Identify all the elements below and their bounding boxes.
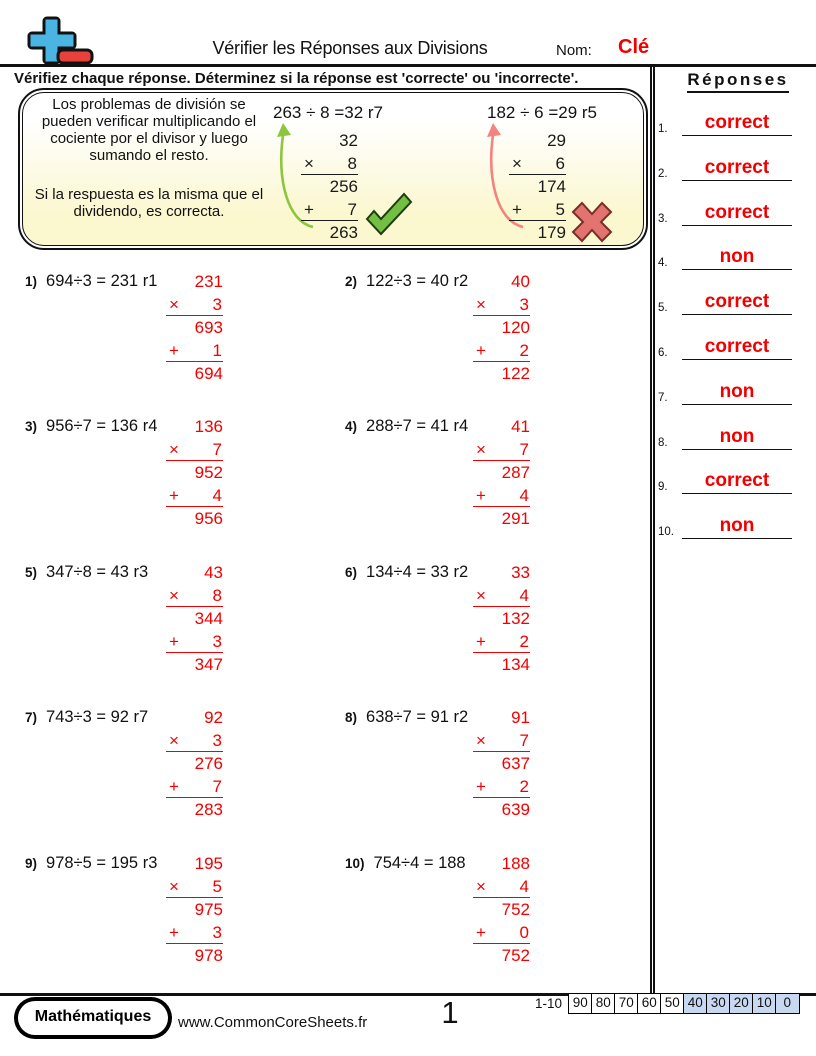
verification-work bbox=[166, 706, 223, 821]
x-icon bbox=[566, 197, 618, 246]
work-divisor: 3 bbox=[212, 731, 222, 750]
work-quotient: 91 bbox=[511, 708, 530, 727]
times-icon: × bbox=[169, 731, 179, 750]
times-icon: × bbox=[169, 586, 179, 605]
work-quotient: 40 bbox=[511, 272, 530, 291]
score-cell: 80 bbox=[591, 993, 616, 1014]
times-icon: × bbox=[304, 154, 314, 173]
answer-value: correct bbox=[682, 290, 792, 315]
problem-number: 8) bbox=[345, 710, 358, 725]
work-remainder: 7 bbox=[212, 777, 222, 796]
problem-equation: 288÷7 = 41 r4 bbox=[366, 417, 469, 435]
problem-equation: 743÷3 = 92 r7 bbox=[46, 708, 149, 726]
verification-work bbox=[473, 706, 530, 821]
work-remainder: 5 bbox=[555, 200, 565, 219]
problem-equation: 638÷7 = 91 r2 bbox=[366, 708, 469, 726]
plus-icon: + bbox=[476, 486, 486, 505]
times-icon: × bbox=[476, 586, 486, 605]
work-quotient: 33 bbox=[511, 563, 530, 582]
work-product: 952 bbox=[194, 463, 223, 482]
work-total: 179 bbox=[537, 223, 566, 242]
times-icon: × bbox=[476, 440, 486, 459]
problem-number: 3) bbox=[25, 419, 38, 434]
work-multiply-row bbox=[473, 875, 530, 898]
answer-value: correct bbox=[682, 335, 792, 360]
work-quotient: 188 bbox=[501, 854, 530, 873]
work-divisor: 3 bbox=[212, 295, 222, 314]
problem-equation: 134÷4 = 33 r2 bbox=[366, 563, 469, 581]
problem-number: 2) bbox=[345, 274, 358, 289]
work-quotient: 41 bbox=[511, 417, 530, 436]
work-add-row bbox=[166, 630, 223, 653]
work-remainder: 2 bbox=[519, 632, 529, 651]
work-add-row bbox=[473, 630, 530, 653]
times-icon: × bbox=[169, 440, 179, 459]
verification-work bbox=[473, 415, 530, 530]
work-remainder: 1 bbox=[212, 341, 222, 360]
problem-5 bbox=[25, 561, 337, 695]
work-remainder: 0 bbox=[519, 923, 529, 942]
work-divisor: 7 bbox=[519, 440, 529, 459]
problem-2 bbox=[345, 270, 657, 404]
plus-minus-logo-icon bbox=[16, 12, 98, 71]
work-product: 693 bbox=[194, 318, 223, 337]
work-product: 975 bbox=[194, 900, 223, 919]
answer-slot-7 bbox=[654, 379, 814, 405]
times-icon: × bbox=[512, 154, 522, 173]
problem-equation: 754÷4 = 188 bbox=[373, 854, 466, 872]
answer-number: 8. bbox=[658, 437, 668, 449]
work-remainder: 3 bbox=[212, 923, 222, 942]
answer-number: 9. bbox=[658, 481, 668, 493]
answer-slot-2 bbox=[654, 155, 814, 181]
answer-value: correct bbox=[682, 111, 792, 136]
work-product: 174 bbox=[537, 177, 566, 196]
work-total: 956 bbox=[194, 509, 223, 528]
answer-slot-4 bbox=[654, 244, 814, 270]
work-multiply-row bbox=[301, 152, 358, 175]
answer-slot-3 bbox=[654, 200, 814, 226]
work-divisor: 4 bbox=[519, 586, 529, 605]
work-multiply-row bbox=[473, 438, 530, 461]
work-multiply-row bbox=[473, 293, 530, 316]
problem-number: 7) bbox=[25, 710, 38, 725]
brand-label: Mathématiques bbox=[18, 1001, 168, 1035]
website-link[interactable]: www.CommonCoreSheets.fr bbox=[178, 1014, 368, 1031]
problem-equation: 347÷8 = 43 r3 bbox=[46, 563, 149, 581]
work-add-row bbox=[473, 339, 530, 362]
problem-3 bbox=[25, 415, 337, 549]
work-divisor: 8 bbox=[347, 154, 357, 173]
plus-icon: + bbox=[169, 923, 179, 942]
times-icon: × bbox=[169, 877, 179, 896]
problem-number: 10) bbox=[345, 856, 365, 871]
example-equation-2: 182 ÷ 6 =29 r5 bbox=[487, 103, 597, 122]
score-range-label: 1-10 bbox=[534, 996, 562, 1011]
work-total: 347 bbox=[194, 655, 223, 674]
example-equation-1: 263 ÷ 8 =32 r7 bbox=[273, 103, 383, 122]
explanation-paragraph-2: Si la respuesta es la misma que el dividendo, es correcta. bbox=[34, 186, 264, 220]
work-add-row bbox=[473, 921, 530, 944]
score-cell: 10 bbox=[752, 993, 777, 1014]
work-multiply-row bbox=[166, 293, 223, 316]
problem-7 bbox=[25, 706, 337, 840]
answer-number: 2. bbox=[658, 168, 668, 180]
work-remainder: 3 bbox=[212, 632, 222, 651]
work-remainder: 2 bbox=[519, 341, 529, 360]
plus-icon: + bbox=[169, 777, 179, 796]
explanation-paragraph-1: Los problemas de división se pueden verificar multiplicando el cociente por el divisor y luego sumando el resto. bbox=[41, 96, 257, 164]
work-multiply-row bbox=[509, 152, 566, 175]
example-explanation bbox=[27, 96, 271, 220]
work-total: 134 bbox=[501, 655, 530, 674]
plus-icon: + bbox=[304, 200, 314, 219]
problem-number: 9) bbox=[25, 856, 38, 871]
work-add-row bbox=[509, 198, 566, 221]
work-quotient: 92 bbox=[204, 708, 223, 727]
score-cell: 30 bbox=[706, 993, 731, 1014]
answer-slot-8 bbox=[654, 424, 814, 450]
page-number: 1 bbox=[441, 995, 459, 1030]
problem-number: 4) bbox=[345, 419, 358, 434]
answer-value: non bbox=[682, 514, 792, 539]
work-multiply-row bbox=[166, 438, 223, 461]
problem-4 bbox=[345, 415, 657, 549]
verification-work bbox=[473, 852, 530, 967]
work-divisor: 6 bbox=[555, 154, 565, 173]
work-remainder: 4 bbox=[212, 486, 222, 505]
work-remainder: 4 bbox=[519, 486, 529, 505]
work-add-row bbox=[301, 198, 358, 221]
work-total: 291 bbox=[501, 509, 530, 528]
work-add-row bbox=[473, 775, 530, 798]
instruction-text: Vérifiez chaque réponse. Déterminez si la réponse est 'correcte' ou 'incorrecte'. bbox=[14, 70, 579, 87]
work-multiply-row bbox=[166, 584, 223, 607]
answer-value: correct bbox=[682, 156, 792, 181]
answer-value: correct bbox=[682, 201, 792, 226]
work-divisor: 7 bbox=[519, 731, 529, 750]
work-quotient: 29 bbox=[547, 131, 566, 150]
work-total: 639 bbox=[501, 800, 530, 819]
answer-value: non bbox=[682, 245, 792, 270]
times-icon: × bbox=[476, 877, 486, 896]
work-add-row bbox=[473, 484, 530, 507]
header-divider bbox=[0, 64, 816, 67]
work-divisor: 5 bbox=[212, 877, 222, 896]
times-icon: × bbox=[169, 295, 179, 314]
verification-work bbox=[473, 270, 530, 385]
work-total: 283 bbox=[194, 800, 223, 819]
answer-number: 1. bbox=[658, 123, 668, 135]
page-title: Vérifier les Réponses aux Divisions bbox=[212, 38, 488, 58]
answer-slot-6 bbox=[654, 334, 814, 360]
work-multiply-row bbox=[473, 729, 530, 752]
answers-title: Réponses bbox=[660, 70, 816, 93]
answer-value: non bbox=[682, 380, 792, 405]
work-product: 276 bbox=[194, 754, 223, 773]
score-table bbox=[568, 993, 800, 1014]
example-box-inner bbox=[22, 92, 644, 246]
work-add-row bbox=[166, 339, 223, 362]
work-multiply-row bbox=[166, 875, 223, 898]
work-product: 120 bbox=[501, 318, 530, 337]
verification-work bbox=[166, 415, 223, 530]
times-icon: × bbox=[476, 295, 486, 314]
example-work-2 bbox=[509, 129, 566, 244]
work-total: 752 bbox=[501, 946, 530, 965]
brand-badge bbox=[14, 997, 172, 1039]
work-product: 752 bbox=[501, 900, 530, 919]
answer-number: 7. bbox=[658, 392, 668, 404]
work-add-row bbox=[166, 484, 223, 507]
problem-equation: 694÷3 = 231 r1 bbox=[46, 272, 158, 290]
plus-icon: + bbox=[476, 923, 486, 942]
work-product: 287 bbox=[501, 463, 530, 482]
work-add-row bbox=[166, 775, 223, 798]
score-cell: 70 bbox=[614, 993, 639, 1014]
score-cell: 50 bbox=[660, 993, 685, 1014]
plus-icon: + bbox=[476, 341, 486, 360]
answer-value: correct bbox=[682, 469, 792, 494]
plus-icon: + bbox=[169, 341, 179, 360]
work-total: 263 bbox=[329, 223, 358, 242]
work-multiply-row bbox=[473, 584, 530, 607]
answer-number: 10. bbox=[658, 526, 674, 538]
plus-icon: + bbox=[169, 632, 179, 651]
work-divisor: 8 bbox=[212, 586, 222, 605]
work-multiply-row bbox=[166, 729, 223, 752]
work-quotient: 43 bbox=[204, 563, 223, 582]
verification-work bbox=[166, 561, 223, 676]
answer-slot-1 bbox=[654, 110, 814, 136]
check-icon bbox=[363, 191, 413, 237]
example-work-1 bbox=[301, 129, 358, 244]
problem-10 bbox=[345, 852, 657, 986]
score-cell: 90 bbox=[568, 993, 593, 1014]
plus-icon: + bbox=[512, 200, 522, 219]
work-divisor: 7 bbox=[212, 440, 222, 459]
answer-number: 3. bbox=[658, 213, 668, 225]
times-icon: × bbox=[476, 731, 486, 750]
problem-equation: 956÷7 = 136 r4 bbox=[46, 417, 158, 435]
name-label: Nom: bbox=[556, 42, 592, 59]
work-product: 132 bbox=[501, 609, 530, 628]
work-quotient: 136 bbox=[194, 417, 223, 436]
problem-number: 6) bbox=[345, 565, 358, 580]
problem-9 bbox=[25, 852, 337, 986]
verification-work bbox=[473, 561, 530, 676]
answer-slot-9 bbox=[654, 468, 814, 494]
work-divisor: 4 bbox=[519, 877, 529, 896]
problem-number: 5) bbox=[25, 565, 38, 580]
problem-8 bbox=[345, 706, 657, 840]
answer-number: 6. bbox=[658, 347, 668, 359]
work-total: 978 bbox=[194, 946, 223, 965]
score-cell: 20 bbox=[729, 993, 754, 1014]
plus-icon: + bbox=[169, 486, 179, 505]
answer-slot-5 bbox=[654, 289, 814, 315]
problem-number: 1) bbox=[25, 274, 38, 289]
score-cell: 0 bbox=[775, 993, 800, 1014]
verification-work bbox=[166, 852, 223, 967]
work-quotient: 195 bbox=[194, 854, 223, 873]
work-quotient: 231 bbox=[194, 272, 223, 291]
problem-equation: 122÷3 = 40 r2 bbox=[366, 272, 469, 290]
work-remainder: 2 bbox=[519, 777, 529, 796]
work-quotient: 32 bbox=[339, 131, 358, 150]
answer-number: 4. bbox=[658, 257, 668, 269]
score-cell: 60 bbox=[637, 993, 662, 1014]
work-add-row bbox=[166, 921, 223, 944]
plus-icon: + bbox=[476, 777, 486, 796]
score-cell: 40 bbox=[683, 993, 708, 1014]
work-divisor: 3 bbox=[519, 295, 529, 314]
problem-1 bbox=[25, 270, 337, 404]
answer-value: non bbox=[682, 425, 792, 450]
work-total: 122 bbox=[501, 364, 530, 383]
problem-6 bbox=[345, 561, 657, 695]
work-product: 344 bbox=[194, 609, 223, 628]
answer-slot-10 bbox=[654, 513, 814, 539]
name-value: Clé bbox=[618, 36, 650, 58]
plus-icon: + bbox=[476, 632, 486, 651]
example-box bbox=[18, 88, 648, 250]
work-product: 637 bbox=[501, 754, 530, 773]
verification-work bbox=[166, 270, 223, 385]
answer-number: 5. bbox=[658, 302, 668, 314]
work-product: 256 bbox=[329, 177, 358, 196]
problem-equation: 978÷5 = 195 r3 bbox=[46, 854, 158, 872]
work-total: 694 bbox=[194, 364, 223, 383]
work-remainder: 7 bbox=[347, 200, 357, 219]
